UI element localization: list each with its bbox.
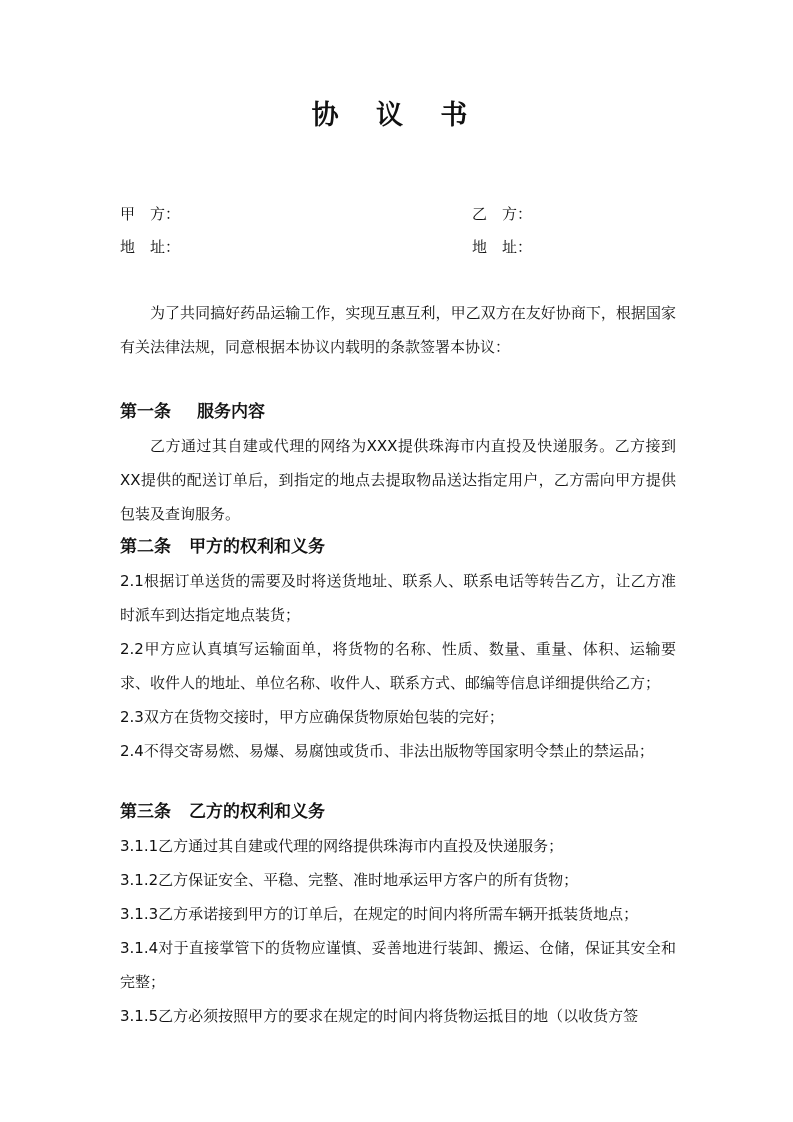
- party-a-label: 甲 方：: [120, 205, 181, 223]
- clause-paragraph: 2.2甲方应认真填写运输面单，将货物的名称、性质、数量、重量、体积、运输要求、收件人的地址、单位名称、收件人、联系方式、邮编等信息详细提供给乙方；: [120, 640, 676, 692]
- document-title: 协 议 书: [311, 100, 482, 131]
- article-title: 服务内容: [197, 402, 265, 422]
- clause-paragraph: 3.1.3乙方承诺接到甲方的订单后，在规定的时间内将所需车辆开抵装货地点；: [120, 905, 639, 923]
- address-b-label: 地 址：: [472, 238, 533, 256]
- clause-paragraph: 3.1.4对于直接掌管下的货物应谨慎、妥善地进行装卸、搬运、仓储，保证其安全和完整；: [120, 939, 676, 991]
- party-b-label: 乙 方：: [472, 205, 533, 223]
- clause-paragraph: 3.1.1乙方通过其自建或代理的网络提供珠海市内直投及快递服务；: [120, 837, 564, 855]
- clause-paragraph: 2.4不得交寄易燃、易爆、易腐蚀或货币、非法出版物等国家明令禁止的禁运品；: [120, 742, 654, 760]
- clause-paragraph: 3.1.2乙方保证安全、平稳、完整、准时地承运甲方客户的所有货物；: [120, 871, 579, 889]
- party-row: [120, 202, 680, 226]
- article-title: 乙方的权利和义务: [189, 802, 325, 822]
- article-heading: [120, 530, 676, 564]
- article-heading: [120, 795, 676, 829]
- article-1: [120, 395, 676, 531]
- article-2: [120, 530, 676, 768]
- article-paragraph: 乙方通过其自建或代理的网络为XXX提供珠海市内直投及快递服务。乙方接到XX提供的配送订单后，到指定的地点去提取物品送达指定用户，乙方需向甲方提供包装及查询服务。: [120, 437, 676, 523]
- article-title: 甲方的权利和义务: [189, 537, 325, 557]
- article-number: 第二条: [120, 537, 171, 557]
- clause-paragraph: 3.1.5乙方必须按照甲方的要求在规定的时间内将货物运抵目的地（以收货方签: [120, 1007, 639, 1025]
- address-a-label: 地 址：: [120, 238, 181, 256]
- preamble-paragraph: 为了共同搞好药品运输工作，实现互惠互利，甲乙双方在友好协商下，根据国家有关法律法规，同意根据本协议内载明的条款签署本协议：: [120, 304, 676, 356]
- preamble-block: [120, 296, 676, 364]
- article-heading: [120, 395, 676, 429]
- article-3: [120, 795, 676, 1033]
- clause-paragraph: 2.1根据订单送货的需要及时将送货地址、联系人、联系电话等转告乙方，让乙方准时派车到达指定地点装货；: [120, 572, 676, 624]
- clause-paragraph: 2.3双方在货物交接时，甲方应确保货物原始包装的完好；: [120, 708, 504, 726]
- article-number: 第一条: [120, 402, 171, 422]
- article-number: 第三条: [120, 802, 171, 822]
- address-row: [120, 235, 680, 259]
